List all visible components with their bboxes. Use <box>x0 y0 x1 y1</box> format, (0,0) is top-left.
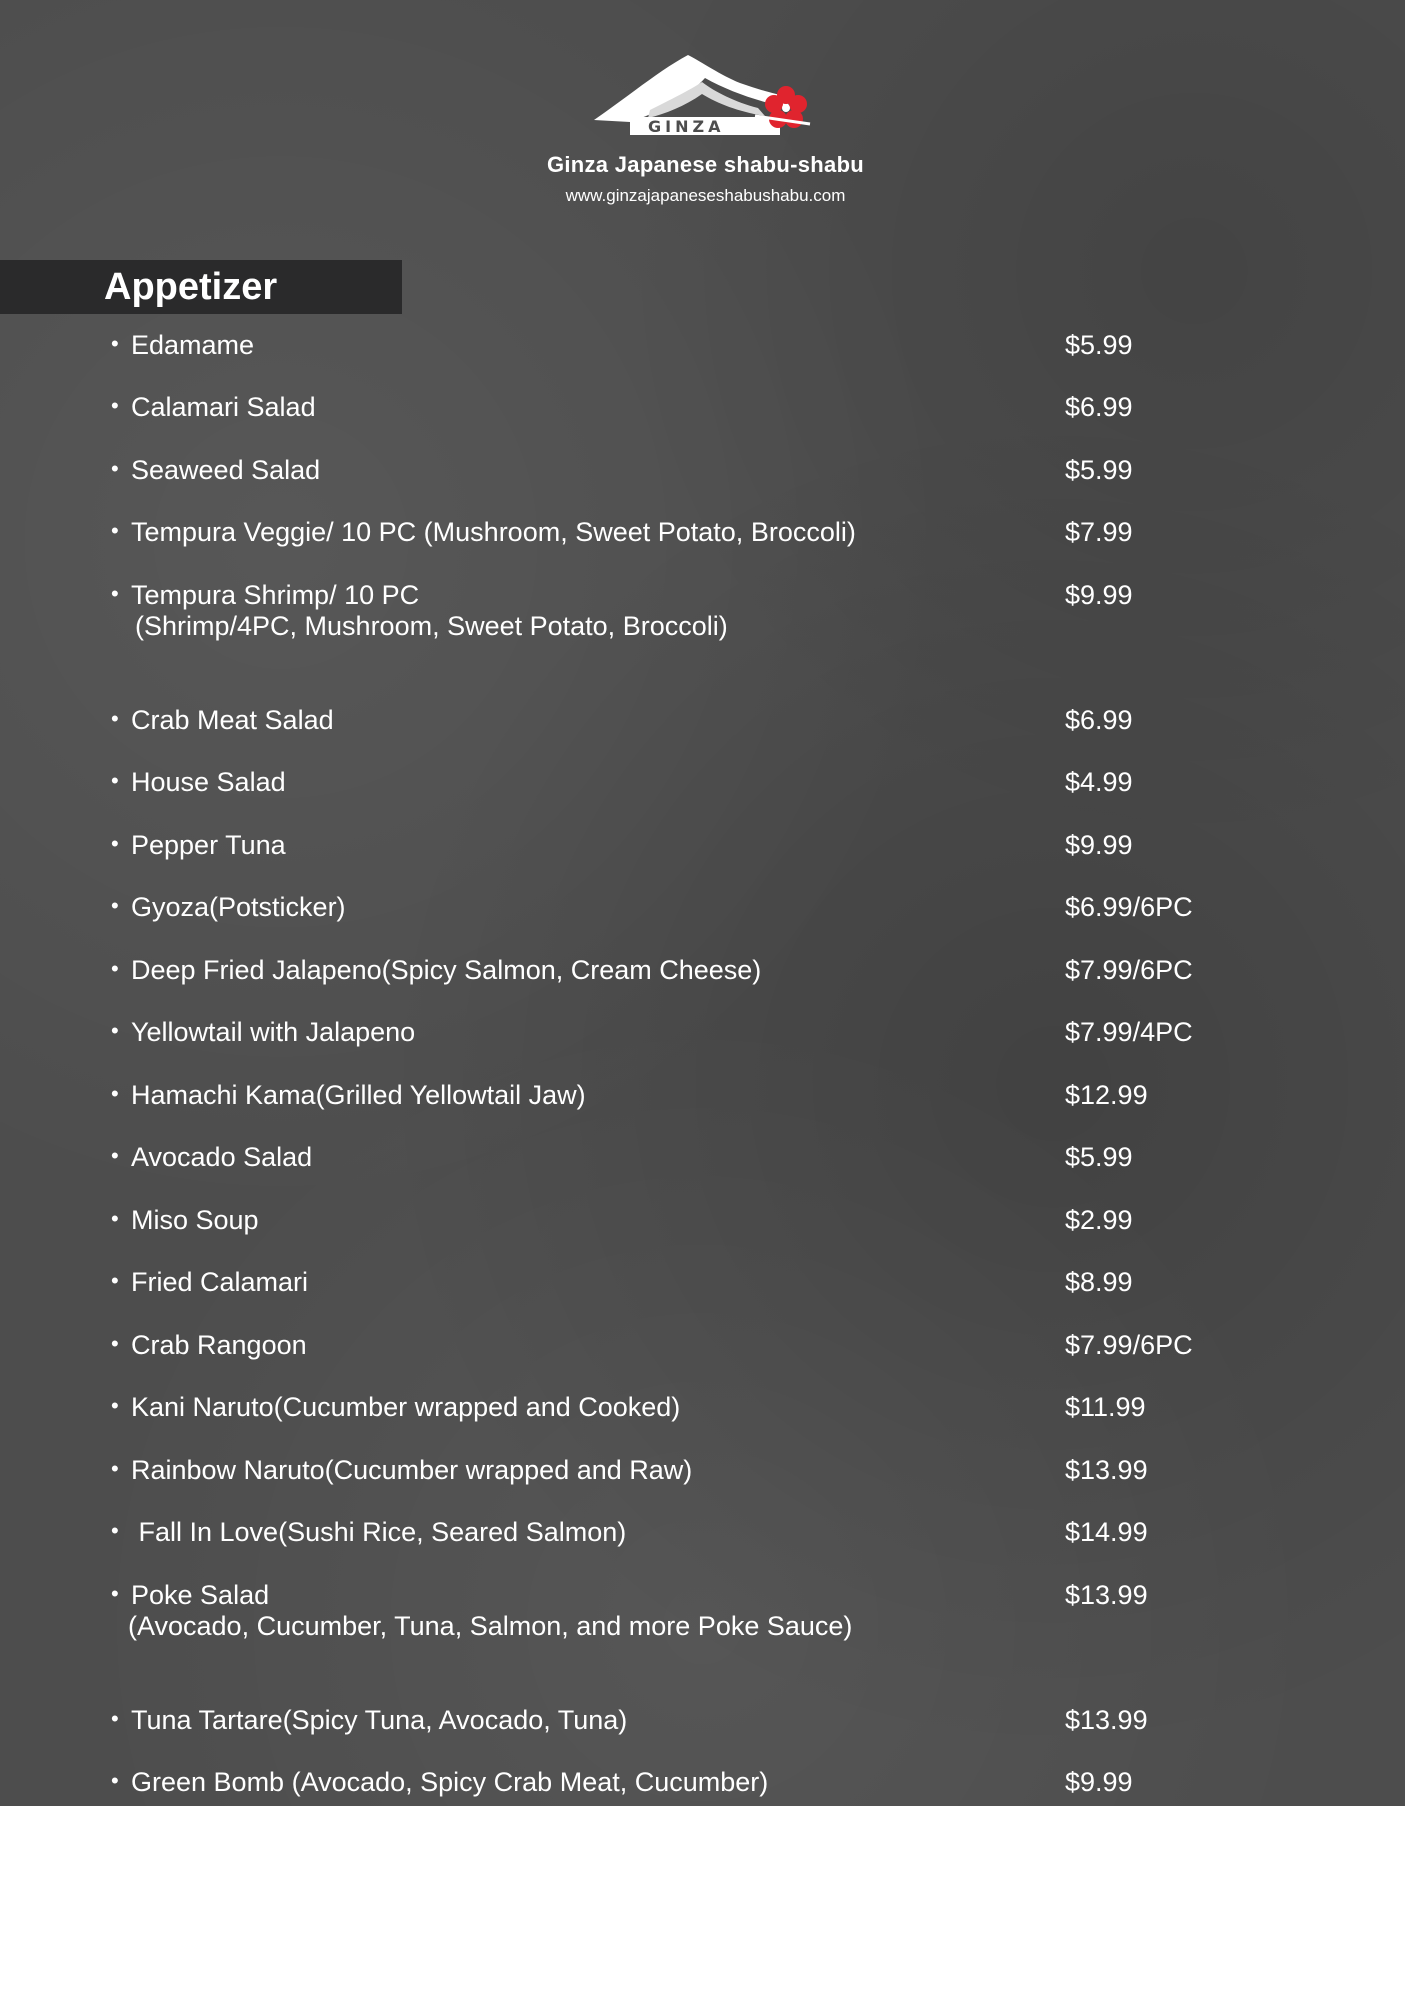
item-name: Kani Naruto(Cucumber wrapped and Cooked) <box>131 1392 681 1422</box>
bullet: • <box>111 456 119 481</box>
item-price: $8.99 <box>1065 1267 1133 1297</box>
item-description: (Shrimp/4PC, Mushroom, Sweet Potato, Broccoli) <box>135 611 728 641</box>
bullet: • <box>111 768 119 793</box>
item-price: $12.99 <box>1065 1080 1148 1110</box>
item-name: Gyoza(Potsticker) <box>131 892 346 922</box>
item-name: Yellowtail with Jalapeno <box>131 1017 416 1047</box>
item-description: (Avocado, Cucumber, Tuna, Salmon, and more Poke Sauce) <box>128 1611 853 1641</box>
item-name: Tuna Tartare(Spicy Tuna, Avocado, Tuna) <box>131 1705 628 1735</box>
bullet: • <box>111 1456 119 1481</box>
item-name: Pepper Tuna <box>131 830 286 860</box>
item-price: $5.99 <box>1065 330 1133 360</box>
ginza-logo <box>590 50 820 140</box>
item-price: $9.99 <box>1065 580 1133 610</box>
bullet: • <box>111 1206 119 1231</box>
item-price: $5.99 <box>1065 1142 1133 1172</box>
item-price: $11.99 <box>1065 1392 1146 1422</box>
restaurant-name: Ginza Japanese shabu-shabu <box>546 152 865 177</box>
item-name: Hamachi Kama(Grilled Yellowtail Jaw) <box>131 1080 586 1110</box>
item-price: $7.99/6PC <box>1065 1330 1193 1360</box>
item-price: $6.99 <box>1065 705 1133 735</box>
bullet: • <box>111 1581 119 1606</box>
item-price: $7.99/6PC <box>1065 955 1193 985</box>
item-name: Seaweed Salad <box>131 455 321 485</box>
logo-text: GINZA <box>648 117 725 136</box>
item-price: $9.99 <box>1065 830 1133 860</box>
item-name: Edamame <box>131 330 255 360</box>
bullet: • <box>111 1706 119 1731</box>
bullet: • <box>111 518 119 543</box>
item-name: Green Bomb (Avocado, Spicy Crab Meat, Cucumber) <box>131 1767 769 1797</box>
bullet: • <box>111 1518 119 1543</box>
section-title: Appetizer <box>104 266 278 308</box>
item-price: $7.99/4PC <box>1065 1017 1193 1047</box>
item-price: $5.99 <box>1065 455 1133 485</box>
item-price: $13.99 <box>1065 1705 1148 1735</box>
item-price: $2.99 <box>1065 1205 1133 1235</box>
bullet: • <box>111 393 119 418</box>
item-name: Miso Soup <box>131 1205 259 1235</box>
item-name: Crab Meat Salad <box>131 705 334 735</box>
item-name: Poke Salad <box>131 1580 270 1610</box>
bullet: • <box>111 893 119 918</box>
item-name: Fried Calamari <box>131 1267 309 1297</box>
bullet: • <box>111 1768 119 1793</box>
bullet: • <box>111 831 119 856</box>
item-name: Rainbow Naruto(Cucumber wrapped and Raw) <box>131 1455 693 1485</box>
item-name: Tempura Veggie/ 10 PC (Mushroom, Sweet Potato, Broccoli) <box>131 517 856 547</box>
bullet: • <box>111 1268 119 1293</box>
item-price: $14.99 <box>1065 1517 1148 1547</box>
restaurant-website[interactable]: www.ginzajapaneseshabushabu.com <box>565 186 846 205</box>
item-price: $13.99 <box>1065 1455 1148 1485</box>
item-price: $13.99 <box>1065 1580 1148 1610</box>
item-name: Crab Rangoon <box>131 1330 307 1360</box>
item-name: Avocado Salad <box>131 1142 313 1172</box>
item-price: $6.99/6PC <box>1065 892 1193 922</box>
item-price: $9.99 <box>1065 1767 1133 1797</box>
bullet: • <box>111 1081 119 1106</box>
item-name: Calamari Salad <box>131 392 316 422</box>
item-price: $6.99 <box>1065 392 1133 422</box>
bullet: • <box>111 1018 119 1043</box>
bullet: • <box>111 581 119 606</box>
bullet: • <box>111 1143 119 1168</box>
bullet: • <box>111 1331 119 1356</box>
item-name: Tempura Shrimp/ 10 PC <box>131 580 420 610</box>
item-name: Fall In Love(Sushi Rice, Seared Salmon) <box>131 1517 627 1547</box>
item-name: Deep Fried Jalapeno(Spicy Salmon, Cream Cheese) <box>131 955 762 985</box>
bullet: • <box>111 1393 119 1418</box>
item-price: $7.99 <box>1065 517 1133 547</box>
bullet: • <box>111 956 119 981</box>
bullet: • <box>111 706 119 731</box>
item-price: $4.99 <box>1065 767 1133 797</box>
item-name: House Salad <box>131 767 286 797</box>
bullet: • <box>111 331 119 356</box>
